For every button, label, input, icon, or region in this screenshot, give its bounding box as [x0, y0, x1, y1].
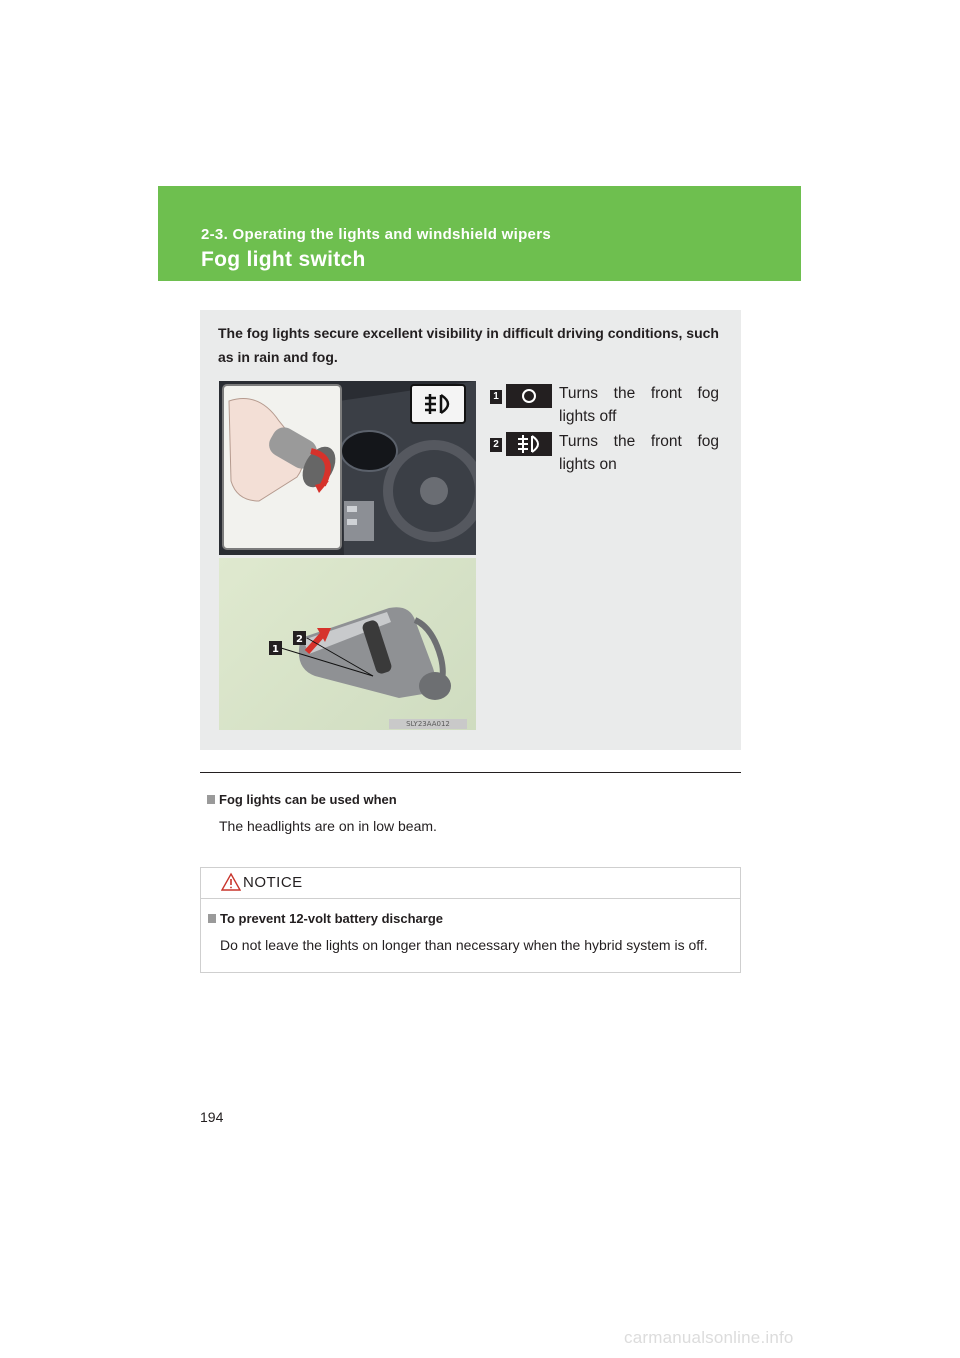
notice-title: NOTICE — [243, 874, 303, 891]
intro-text: The fog lights secure excellent visibility in difficult driving conditions, such as in rain and fog. — [218, 325, 719, 365]
note-heading — [207, 792, 397, 807]
section-label: 2-3. Operating the lights and windshield wipers — [201, 226, 551, 243]
notice-heading-text: To prevent 12-volt battery discharge — [220, 911, 443, 926]
stalk-label-1: 1 — [272, 644, 279, 655]
off-circle-icon — [506, 384, 552, 408]
notice-heading — [208, 911, 443, 926]
callout-text: Turns the front fog lights off — [559, 385, 719, 425]
callout-number: 2 — [490, 438, 502, 452]
warning-triangle-icon — [221, 872, 241, 892]
callout-on — [490, 430, 720, 478]
callout-text: Turns the front fog lights on — [559, 433, 719, 473]
dashboard-photo — [219, 381, 476, 555]
notice-header — [201, 868, 740, 899]
stalk-label-2: 2 — [296, 634, 303, 645]
callout-off — [490, 382, 720, 430]
note-body: The headlights are on in low beam. — [219, 818, 437, 834]
page-number: 194 — [200, 1109, 224, 1125]
section-divider — [200, 772, 741, 773]
page-title: Fog light switch — [201, 248, 366, 271]
note-heading-text: Fog lights can be used when — [219, 792, 397, 807]
chapter-header — [158, 186, 801, 281]
callout-number: 1 — [490, 390, 502, 404]
square-bullet-icon — [207, 795, 215, 804]
square-bullet-icon — [208, 914, 216, 923]
fog-switch-panel — [200, 310, 741, 750]
figure-code: SLY23AA012 — [389, 719, 467, 729]
notice-box — [200, 867, 741, 973]
switch-stalk-photo — [219, 558, 476, 730]
watermark: carmanualsonline.info — [624, 1328, 794, 1347]
stalk-illustration — [219, 558, 476, 730]
front-fog-light-icon — [506, 432, 552, 456]
notice-body: Do not leave the lights on longer than necessary when the hybrid system is off. — [220, 937, 708, 953]
dashboard-illustration — [219, 381, 476, 555]
